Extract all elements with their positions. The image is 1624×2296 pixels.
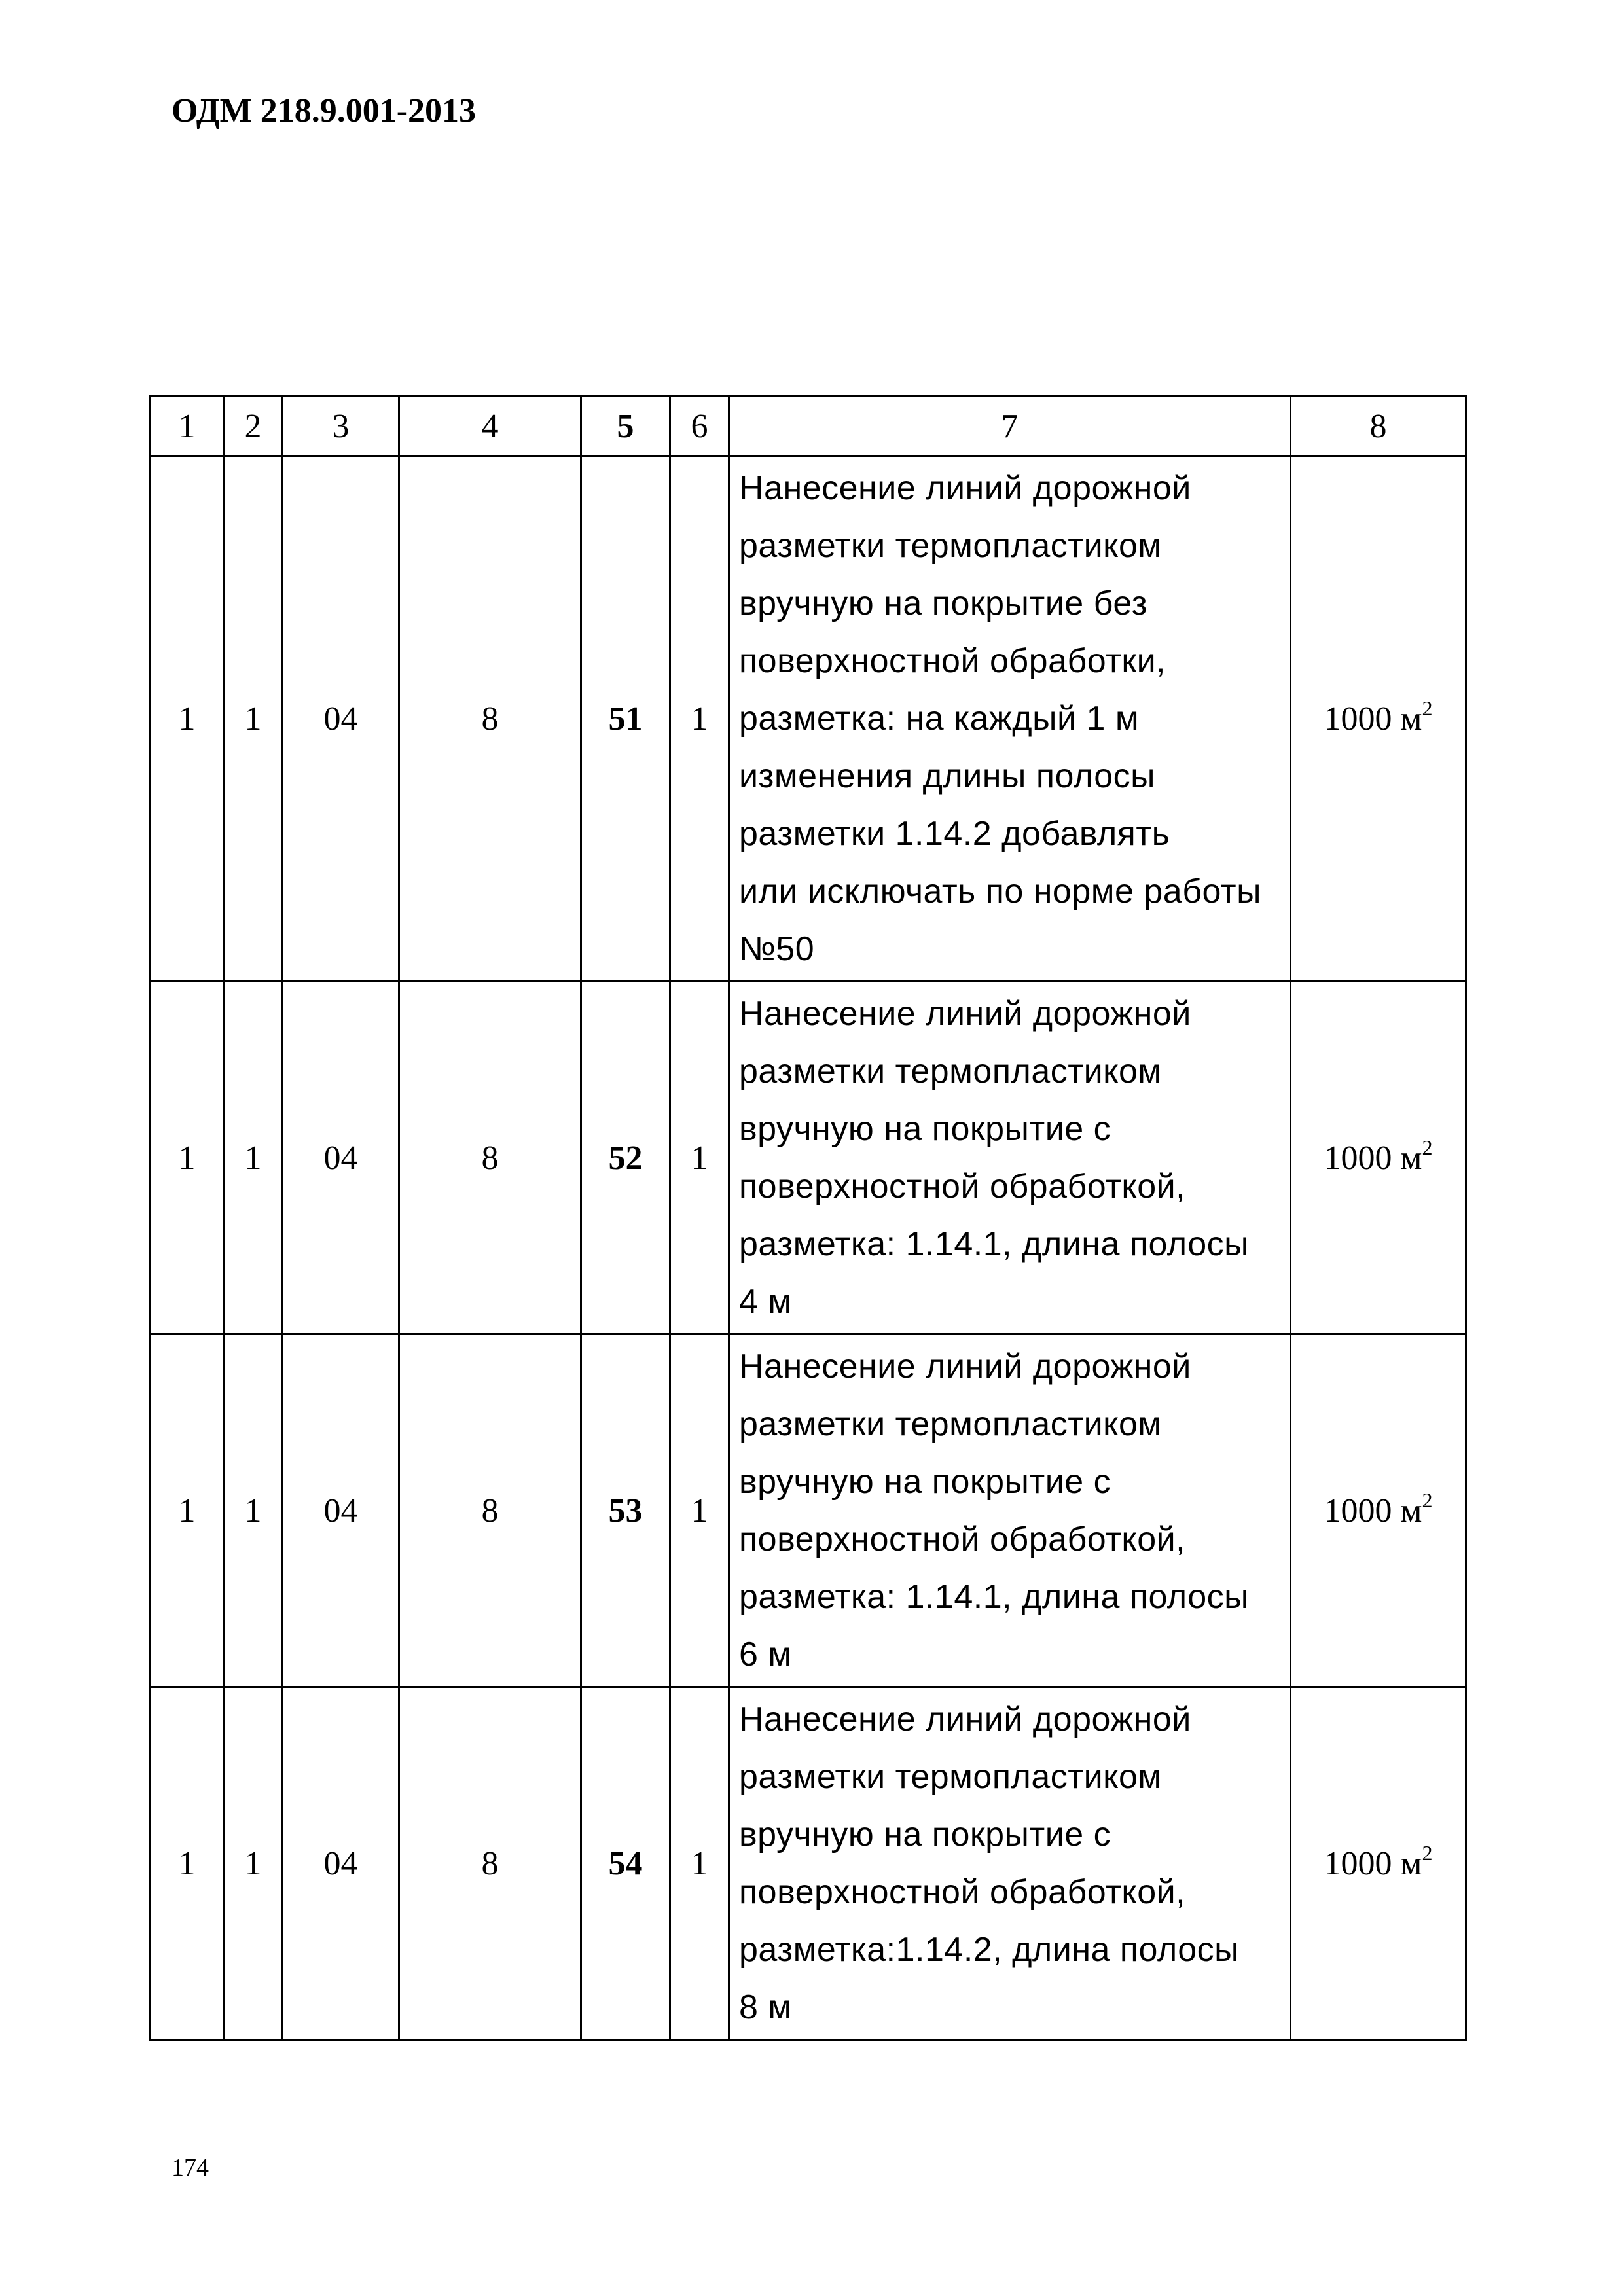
table-header-row <box>151 397 1466 456</box>
work-description <box>729 982 1291 1335</box>
description-line: разметки термопластиком <box>739 527 1162 565</box>
column-header: 8 <box>1291 397 1466 456</box>
work-description <box>729 1335 1291 1687</box>
description-line: 6 м <box>739 1636 792 1674</box>
table-row <box>151 1335 1466 1687</box>
description-line: Нанесение линий дорожной <box>739 995 1191 1033</box>
description-line: 8 м <box>739 1988 792 2026</box>
unit-value: 1000 м <box>1324 1844 1422 1882</box>
table-cell-c4: 8 <box>399 1335 581 1687</box>
description-line: вручную на покрытие с <box>739 1110 1111 1148</box>
description-line: Нанесение линий дорожной <box>739 1700 1191 1738</box>
description-line: разметки термопластиком <box>739 1052 1162 1090</box>
table-cell-c3: 04 <box>283 982 399 1335</box>
column-header: 5 <box>581 397 670 456</box>
column-header: 1 <box>151 397 224 456</box>
description-line: 4 м <box>739 1283 792 1321</box>
unit-value: 1000 м <box>1324 1139 1422 1177</box>
table-cell-c2: 1 <box>224 1335 283 1687</box>
description-line: разметки термопластиком <box>739 1758 1162 1796</box>
table-cell-c6: 1 <box>670 982 729 1335</box>
column-header: 4 <box>399 397 581 456</box>
unit-power: 2 <box>1422 696 1433 720</box>
column-header: 7 <box>729 397 1291 456</box>
table-cell-c6: 1 <box>670 1687 729 2040</box>
table-cell-c4: 8 <box>399 456 581 982</box>
table-cell-c5: 52 <box>581 982 670 1335</box>
table-cell-c4: 8 <box>399 982 581 1335</box>
description-line: разметки 1.14.2 добавлять <box>739 815 1170 853</box>
table-cell-c3: 04 <box>283 1687 399 2040</box>
table-cell-c1: 1 <box>151 1687 224 2040</box>
table-cell-c6: 1 <box>670 1335 729 1687</box>
table-cell-c6: 1 <box>670 456 729 982</box>
description-line: вручную на покрытие с <box>739 1816 1111 1854</box>
description-line: разметки термопластиком <box>739 1405 1162 1443</box>
description-line: разметка: на каждый 1 м <box>739 700 1140 738</box>
description-line: поверхностной обработкой, <box>739 1873 1186 1911</box>
document-header: ОДМ 218.9.001-2013 <box>171 92 477 130</box>
work-description <box>729 1687 1291 2040</box>
description-line: разметка: 1.14.1, длина полосы <box>739 1225 1250 1263</box>
table-cell-c1: 1 <box>151 1335 224 1687</box>
column-header: 2 <box>224 397 283 456</box>
table-cell-c2: 1 <box>224 1687 283 2040</box>
description-line: вручную на покрытие с <box>739 1463 1111 1501</box>
description-line: Нанесение линий дорожной <box>739 1348 1191 1386</box>
description-line: поверхностной обработкой, <box>739 1168 1186 1206</box>
unit-value: 1000 м <box>1324 700 1422 738</box>
table-cell-c2: 1 <box>224 456 283 982</box>
table-cell-c5: 53 <box>581 1335 670 1687</box>
table-cell-c4: 8 <box>399 1687 581 2040</box>
table-cell-c3: 04 <box>283 1335 399 1687</box>
unit-power: 2 <box>1422 1488 1433 1512</box>
description-line: поверхностной обработки, <box>739 642 1166 680</box>
description-line: поверхностной обработкой, <box>739 1520 1186 1558</box>
norms-table <box>149 395 1467 2041</box>
unit-cell <box>1291 456 1466 982</box>
table-row <box>151 982 1466 1335</box>
page-number: 174 <box>171 2154 209 2181</box>
description-line: Нанесение линий дорожной <box>739 469 1191 507</box>
unit-power: 2 <box>1422 1135 1433 1159</box>
work-description <box>729 456 1291 982</box>
unit-value: 1000 м <box>1324 1492 1422 1530</box>
table-cell-c2: 1 <box>224 982 283 1335</box>
description-line: вручную на покрытие без <box>739 584 1147 622</box>
table-cell-c1: 1 <box>151 982 224 1335</box>
unit-cell <box>1291 982 1466 1335</box>
table-cell-c5: 54 <box>581 1687 670 2040</box>
table-row <box>151 1687 1466 2040</box>
table-cell-c1: 1 <box>151 456 224 982</box>
description-line: изменения длины полосы <box>739 757 1155 795</box>
description-line: или исключать по норме работы <box>739 872 1261 910</box>
description-line: разметка:1.14.2, длина полосы <box>739 1931 1240 1969</box>
table-row <box>151 456 1466 982</box>
description-line: разметка: 1.14.1, длина полосы <box>739 1578 1250 1616</box>
column-header: 6 <box>670 397 729 456</box>
description-line: №50 <box>739 930 815 968</box>
unit-cell <box>1291 1687 1466 2040</box>
table-cell-c3: 04 <box>283 456 399 982</box>
table-cell-c5: 51 <box>581 456 670 982</box>
unit-power: 2 <box>1422 1840 1433 1865</box>
column-header: 3 <box>283 397 399 456</box>
unit-cell <box>1291 1335 1466 1687</box>
